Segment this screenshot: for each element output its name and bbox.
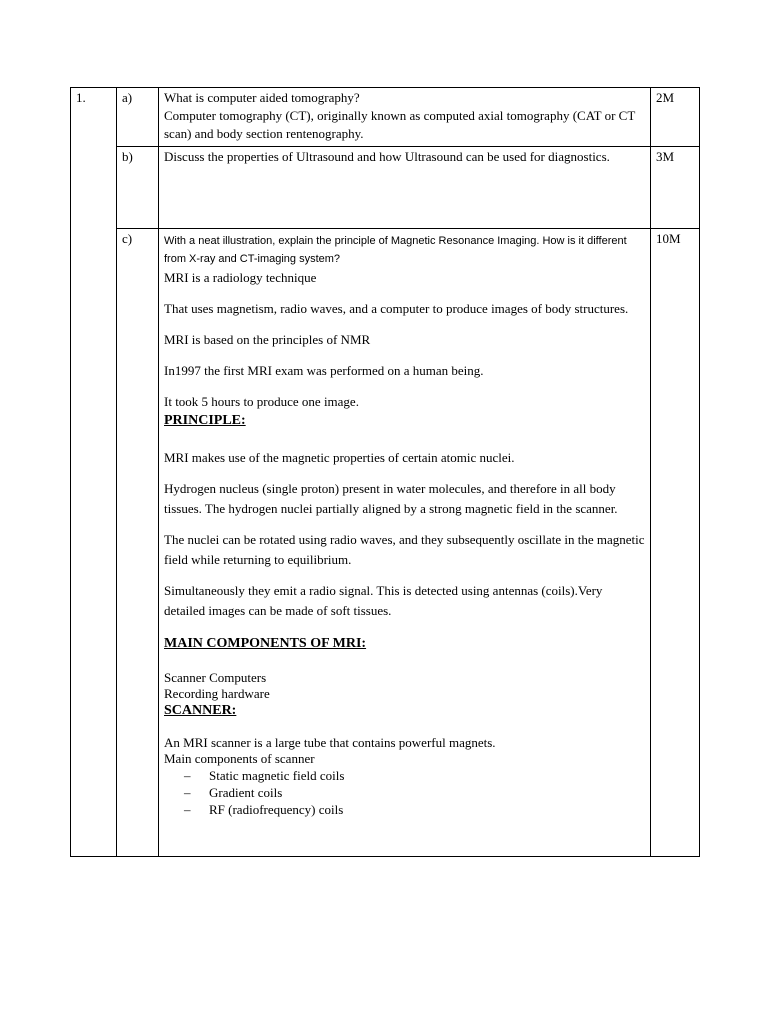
part-b-marks: 3M: [656, 149, 675, 164]
list-item-text: Static magnetic field coils: [209, 768, 345, 783]
question-table: [70, 87, 700, 857]
part-body-cell: [159, 229, 651, 857]
part-a-question: What is computer aided tomography?: [164, 90, 360, 105]
list-item: [184, 784, 645, 801]
dash-marker: –: [184, 768, 191, 783]
intro-point: That uses magnetism, radio waves, and a computer to produce images of body structures.: [164, 301, 629, 316]
intro-point: In1997 the first MRI exam was performed on a human being.: [164, 363, 484, 378]
marks-cell: [651, 147, 700, 229]
principle-point: MRI makes use of the magnetic properties of certain atomic nuclei.: [164, 450, 515, 465]
scanner-heading: SCANNER:: [164, 703, 237, 718]
part-c-question: With a neat illustration, explain the principle of Magnetic Resonance Imaging. How is it different from X-ray and CT-imaging system?: [164, 235, 627, 265]
scanner-text: An MRI scanner is a large tube that contains powerful magnets.: [164, 735, 496, 750]
question-row-a: [71, 88, 700, 147]
question-number-cell: [71, 88, 117, 857]
intro-point: MRI is based on the principles of NMR: [164, 332, 371, 347]
scanner-component-list: [164, 767, 645, 818]
list-item-text: Gradient coils: [209, 785, 283, 800]
part-label-cell: [117, 229, 159, 857]
part-a-answer: Computer tomography (CT), originally known as computed axial tomography (CAT or CT scan) and body section rentenography.: [164, 108, 636, 141]
part-label-b: b): [122, 149, 133, 164]
marks-cell: [651, 88, 700, 147]
intro-point: It took 5 hours to produce one image.: [164, 394, 359, 409]
part-a-marks: 2M: [656, 90, 675, 105]
principle-point: Simultaneously they emit a radio signal. This is detected using antennas (coils).Very detailed images can be made of soft tissues.: [164, 583, 603, 618]
part-label-cell: [117, 147, 159, 229]
components-heading: MAIN COMPONENTS OF MRI:: [164, 636, 367, 651]
dash-marker: –: [184, 802, 191, 817]
part-label-c: c): [122, 231, 133, 246]
dash-marker: –: [184, 785, 191, 800]
part-body-cell: [159, 147, 651, 229]
marks-cell: [651, 229, 700, 857]
principle-point: The nuclei can be rotated using radio waves, and they subsequently oscillate in the magnetic field while returning to equilibrium.: [164, 532, 645, 567]
question-row-b: [71, 147, 700, 229]
list-item-text: RF (radiofrequency) coils: [209, 802, 344, 817]
part-body-cell: [159, 88, 651, 147]
question-number: 1.: [76, 90, 86, 105]
part-b-question: Discuss the properties of Ultrasound and how Ultrasound can be used for diagnostics.: [164, 149, 610, 164]
scanner-subheading: Main components of scanner: [164, 751, 315, 766]
intro-point: MRI is a radiology technique: [164, 270, 317, 285]
part-label-cell: [117, 88, 159, 147]
components-line: Recording hardware: [164, 686, 270, 701]
question-row-c: [71, 229, 700, 857]
list-item: [184, 767, 645, 784]
part-label-a: a): [122, 90, 133, 105]
list-item: [184, 801, 645, 818]
part-c-marks: 10M: [656, 231, 681, 246]
principle-point: Hydrogen nucleus (single proton) present in water molecules, and therefore in all body tissues. The hydrogen nuclei partially aligned by a strong magnetic field in the scanner.: [164, 481, 618, 516]
components-line: Scanner Computers: [164, 670, 267, 685]
principle-heading: PRINCIPLE:: [164, 413, 246, 428]
